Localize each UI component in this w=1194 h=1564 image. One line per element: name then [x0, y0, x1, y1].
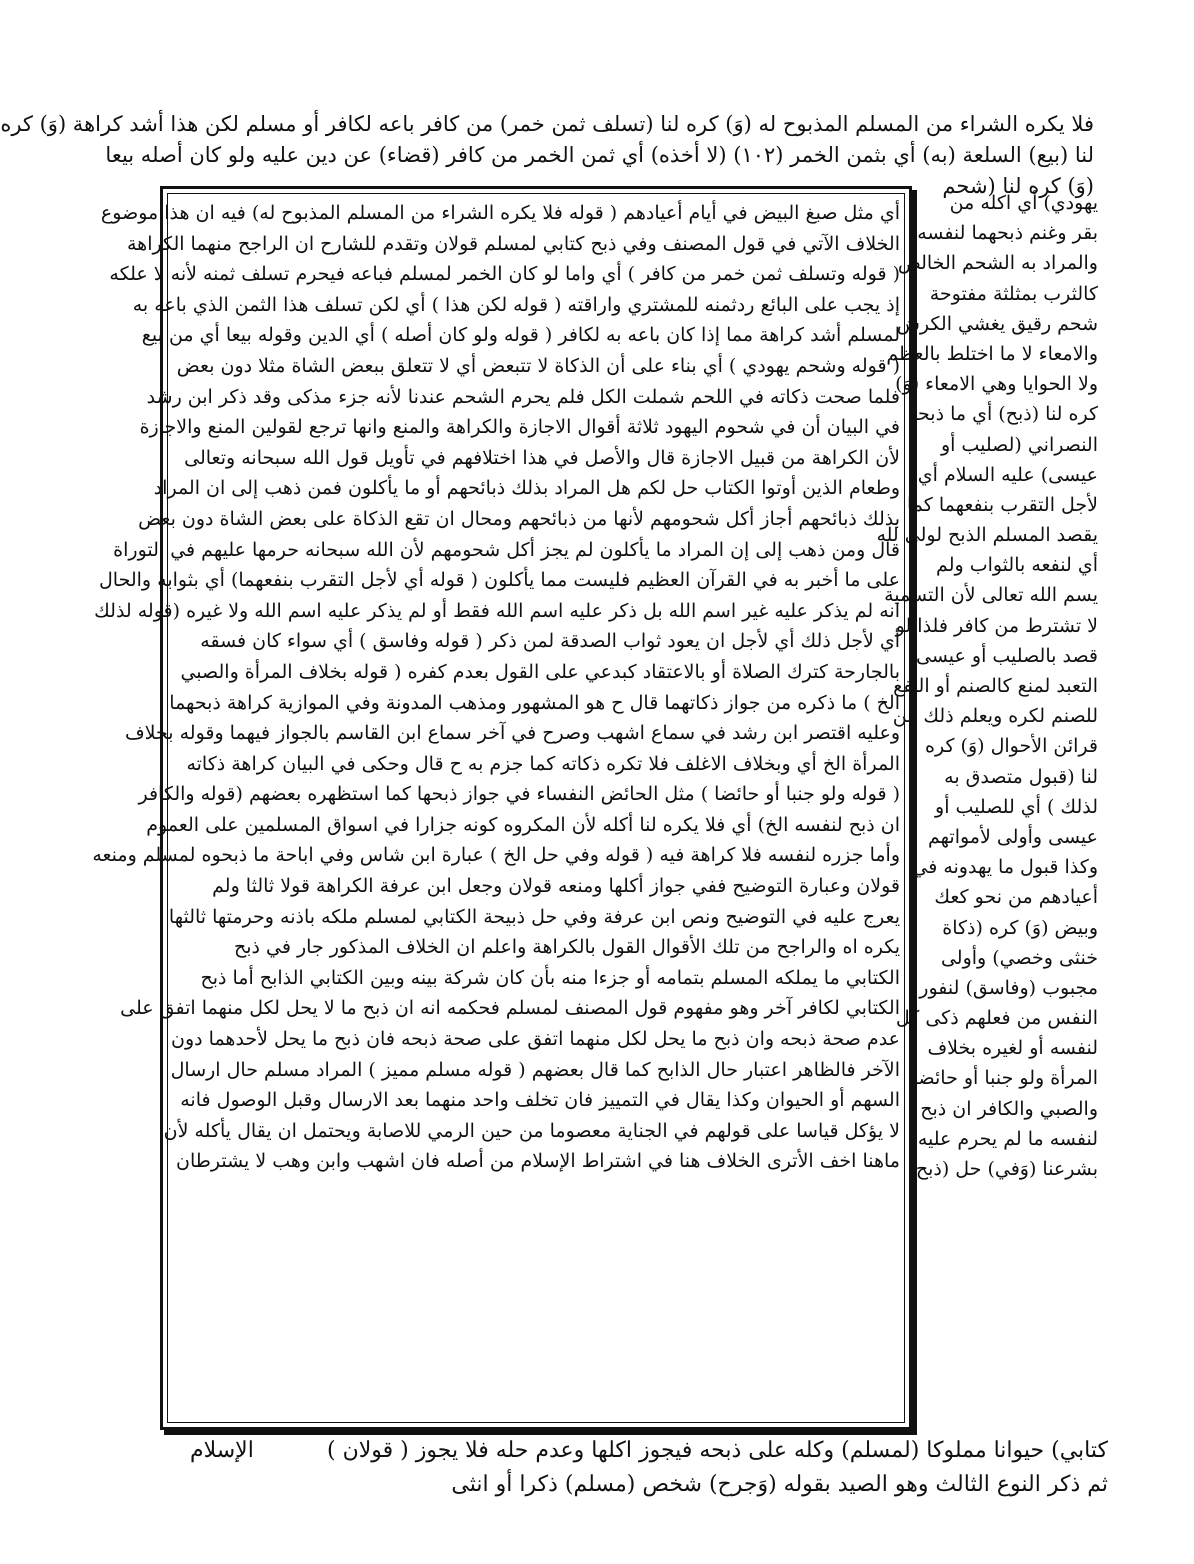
- commentary-line: قال ومن ذهب إلى إن المراد ما يأكلون لم يجز أكل شحومهم لأن الله سبحانه حرمها عليهم في التوراة: [113, 538, 900, 561]
- commentary-line: بذلك ذبائحهم أجاز أكل شحومهم لأنها من ذبائحهم ومحال ان تقع الذكاة على بعض الشاة دون بعض: [138, 507, 900, 530]
- commentary-line: المرأة الخ أي وبخلاف الاغلف فلا تكره ذكاته كما جزم به ح قال وحكى في البيان كراهة ذكاته: [186, 752, 900, 775]
- commentary-line: في البيان أن في شحوم اليهود ثلاثة أقوال الاجازة والكراهة والمنع وانها ترجع لقولين المنع والاجازة: [139, 416, 900, 439]
- commentary-line: الكتابي ما يملكه المسلم بتمامه أو جزءا منه بأن كان شركة بينه وبين الكتابي الذابح أما ذبح: [200, 966, 900, 989]
- side-column-line: شحم رقيق يغشي الكرش: [896, 312, 1098, 335]
- main-text-line: فلا يكره الشراء من المسلم المذبوح له (وَ) كره لنا (تسلف ثمن خمر) من كافر باعه لكافر أو مسلم لكن هذا أشد كراهة (وَ) كره: [0, 112, 1094, 136]
- commentary-line: قولان وعبارة التوضيح ففي جواز أكلها ومنعه قولان وجعل ابن عرفة الكراهة قولا ثالثا ولم: [212, 875, 900, 898]
- commentary-line: الخ ) ما ذكره من جواز ذكاتهما قال ح هو المشهور ومذهب المدونة وفي الموازية كراهة ذبحهما: [169, 691, 900, 714]
- commentary-line: إذ يجب على البائع ردثمنه للمشتري واراقته ( قوله لكن هذا ) أي لكن تسلف هذا الثمن الذي باعه به: [132, 293, 900, 316]
- side-column-line: لذلك ) أي للصليب أو: [935, 795, 1098, 818]
- commentary-line: على ما أخبر به في القرآن العظيم فليست مما يأكلون ( قوله أي لأجل التقرب بنفعهما) أي بثوابه والحال: [99, 569, 900, 592]
- catchword: الإسلام: [190, 1438, 254, 1463]
- main-text-line: كتابي) حيوانا مملوكا (لمسلم) وكله على ذبحه فيجوز اكلها وعدم حله فلا يجوز ( قولان ): [327, 1438, 1108, 1463]
- main-text-line-content: لنا (بيع) السلعة (به) أي بثمن الخمر (١٠٢) (لا أخذه) أي ثمن الخمر من كافر (قضاء) عن دين عليه ولو كان أصله بيعا: [105, 143, 1094, 167]
- side-column-line: يهودي) أي اكله من: [949, 192, 1098, 214]
- main-text-bottom: [178, 1434, 1108, 1502]
- commentary-line: وأما جزره لنفسه فلا كراهة فيه ( قوله وفي حل الخ ) عبارة ابن شاس وفي اباحة ما ذبحوه لمسلم ومنعه: [92, 844, 900, 867]
- commentary-line: يكره اه والراجح من تلك الأقوال القول بالكراهة واعلم ان الخلاف المذكور جار في ذبح: [233, 936, 900, 959]
- side-column-line: وبيض (وَ) كره (ذكاة: [942, 916, 1098, 939]
- side-column-line: للصنم لكره ويعلم ذلك من: [892, 705, 1098, 728]
- side-column-line: قرائن الأحوال (وَ) كره: [925, 735, 1098, 758]
- side-column-line: النصراني (لصليب أو: [940, 433, 1098, 456]
- commentary-line: لا يؤكل قياسا على قولهم في الجناية معصوما من حين الرمي للاصابة ويحتمل ان يقال يأكله لأن: [163, 1119, 900, 1142]
- commentary-line: يعرج عليه في التوضيح ونص ابن عرفة وفي حل ذبيحة الكتابي لمسلم ملكه باذنه وحرمتها ثالثها: [168, 905, 900, 928]
- side-column-line: بقر وغنم ذبحهما لنفسه: [917, 222, 1098, 245]
- commentary-line: ان ذبح لنفسه الخ) أي فلا يكره لنا أكله لأن المكروه كونه جزارا في اسواق المسلمين على العموم: [146, 813, 900, 836]
- side-column-line: ولا الحوايا وهي الامعاء (وَ): [895, 373, 1098, 396]
- commentary-line: لأن الكراهة من قبيل الاجازة قال والأصل في هذا اختلافهم في تأويل قول الله سبحانه وتعالى: [184, 446, 900, 469]
- commentary-line: انه لم يذكر عليه غير اسم الله بل ذكر عليه اسم الله فقط أو لم يذكر عليه اسم الله ولا غيره (قوله لذلك: [94, 599, 900, 622]
- side-column-line: كالثرب بمثلثة مفتوحة: [929, 282, 1098, 305]
- commentary-line: ( قوله ولو جنبا أو حائضا ) مثل الحائض النفساء في جواز ذبحها كما استظهره بعضهم (قوله والكافر: [138, 783, 900, 806]
- side-column-line: لأجل التقرب بنفعهما كما: [906, 493, 1098, 516]
- side-column-line: لنا (قبول متصدق به: [944, 765, 1098, 788]
- commentary-line: أي لأجل ذلك أي لأجل ان يعود ثواب الصدقة لمن ذكر ( قوله وفاسق ) أي سواء كان فسقه: [200, 630, 900, 653]
- side-column-line: والامعاء لا ما اختلط بالعظم: [886, 342, 1098, 365]
- commentary-line: ( قوله وشحم يهودي ) أي بناء على أن الذكاة لا تتبعض أي لا تتعلق ببعض الشاة مثلا دون بعض: [176, 354, 900, 377]
- commentary-line: عدم صحة ذبحه وان ذبح ما يحل لكل منهما اتفق على صحة ذبحه فان ذبح ما يحل لأحدهما دون: [171, 1028, 900, 1051]
- commentary-line: وعليه اقتصر ابن رشد في سماع اشهب وصرح في آخر سماع ابن القاسم بالجواز فيهما وقوله بخلاف: [124, 722, 900, 745]
- main-text-line: ثم ذكر النوع الثالث وهو الصيد بقوله (وَجرح) شخص (مسلم) ذكرا أو انثى: [451, 1472, 1108, 1497]
- commentary-line: وطعام الذين أوتوا الكتاب حل لكم هل المراد بذلك ذبائحهم أو ما يأكلون فمن ذهب إلى ان المراد: [153, 477, 900, 500]
- side-column-line: التعبد لمنع كالصنم أو النفع: [893, 675, 1098, 697]
- side-column-line: المرأة ولو جنبا أو حائضا: [912, 1067, 1098, 1090]
- side-column-line: النفس من فعلهم ذكى كل: [895, 1007, 1098, 1030]
- side-column-line: أعيادهم من نحو كعك: [934, 886, 1098, 909]
- side-column-line: يسم الله تعالى لأن التسمية: [884, 584, 1098, 607]
- side-column-text: [876, 188, 1098, 1436]
- side-column-line: خنثى وخصي) وأولى: [940, 946, 1098, 969]
- side-column-line: يقصد المسلم الذبح لولي لله: [876, 524, 1098, 547]
- side-column-line: لنفسه أو لغيره بخلاف: [927, 1037, 1098, 1060]
- main-text-line: [105, 143, 1094, 174]
- side-column-line: مجبوب (وفاسق) لنفور: [919, 976, 1098, 999]
- commentary-line: السهم أو الحيوان وكذا يقال في التمييز فان تخلف واحد منهما بعد الارسال وقبل الوصول فانه: [180, 1089, 900, 1112]
- commentary-line: فلما صحت ذكاته في اللحم شملت الكل فلم يحرم الشحم عندنا لأنه جزء مذكى وقد ذكر ابن رشد: [146, 385, 900, 408]
- main-text-line-content: (وَ) كره لنا (شحم: [942, 174, 1094, 198]
- commentary-line: أي مثل صبغ البيض في أيام أعيادهم ( قوله فلا يكره الشراء من المسلم المذبوح له) فيه ان هذا موضوع: [100, 202, 900, 224]
- side-column-line: بشرعنا (وَفي) حل (ذبح: [915, 1158, 1098, 1180]
- commentary-line: لمسلم أشد كراهة مما إذا كان باعه به لكافر ( قوله ولو كان أصله ) أي الدين وقوله بيعا أي من بيع: [141, 324, 900, 347]
- side-column-line: والمراد به الشحم الخالص: [897, 252, 1098, 275]
- commentary-block: [92, 198, 900, 1424]
- side-column-line: لنفسه ما لم يحرم عليه: [917, 1127, 1098, 1150]
- side-column-line: عيسى) عليه السلام أي: [917, 463, 1098, 486]
- side-column-line: قصد بالصليب أو عيسى: [916, 644, 1098, 667]
- commentary-line: الخلاف الآتي في قول المصنف وفي ذبح كتابي لمسلم قولان وتقدم للشارح ان الراجح منهما الكراهة: [126, 232, 900, 255]
- commentary-line: بالجارحة كترك الصلاة أو بالاعتقاد كبدعي على القول بعدم كفره ( قوله بخلاف المرأة والصبي: [180, 660, 900, 683]
- side-column-line: كره لنا (ذبح) أي ما ذبحه: [907, 403, 1098, 426]
- side-column-line: أي لنفعه بالثواب ولم: [936, 554, 1098, 577]
- side-column-line: لا تشترط من كافر فلذا لو: [895, 614, 1098, 637]
- side-column-line: وكذا قبول ما يهدونه في: [912, 856, 1098, 879]
- commentary-line: ( قوله وتسلف ثمن خمر من كافر ) أي واما لو كان الخمر لمسلم فباعه فيحرم تسلف ثمنه لأنه لا علكه: [109, 263, 900, 286]
- side-column-line: عيسى وأولى لأمواتهم: [928, 825, 1098, 848]
- side-column-line: والصبي والكافر ان ذبح: [920, 1097, 1098, 1120]
- commentary-line: ماهنا اخف الأترى الخلاف هنا في اشتراط الإسلام من أصله فان اشهب وابن وهب لا يشترطان: [176, 1150, 900, 1173]
- commentary-line: الآخر فالظاهر اعتبار حال الذابح كما قال بعضهم ( قوله مسلم مميز ) المراد مسلم حال ارسال: [170, 1058, 900, 1081]
- commentary-line: الكتابي لكافر آخر وهو مفهوم قول المصنف لمسلم فحكمه انه ان ذبح ما لا يحل لكل منهما اتفق على: [120, 997, 900, 1020]
